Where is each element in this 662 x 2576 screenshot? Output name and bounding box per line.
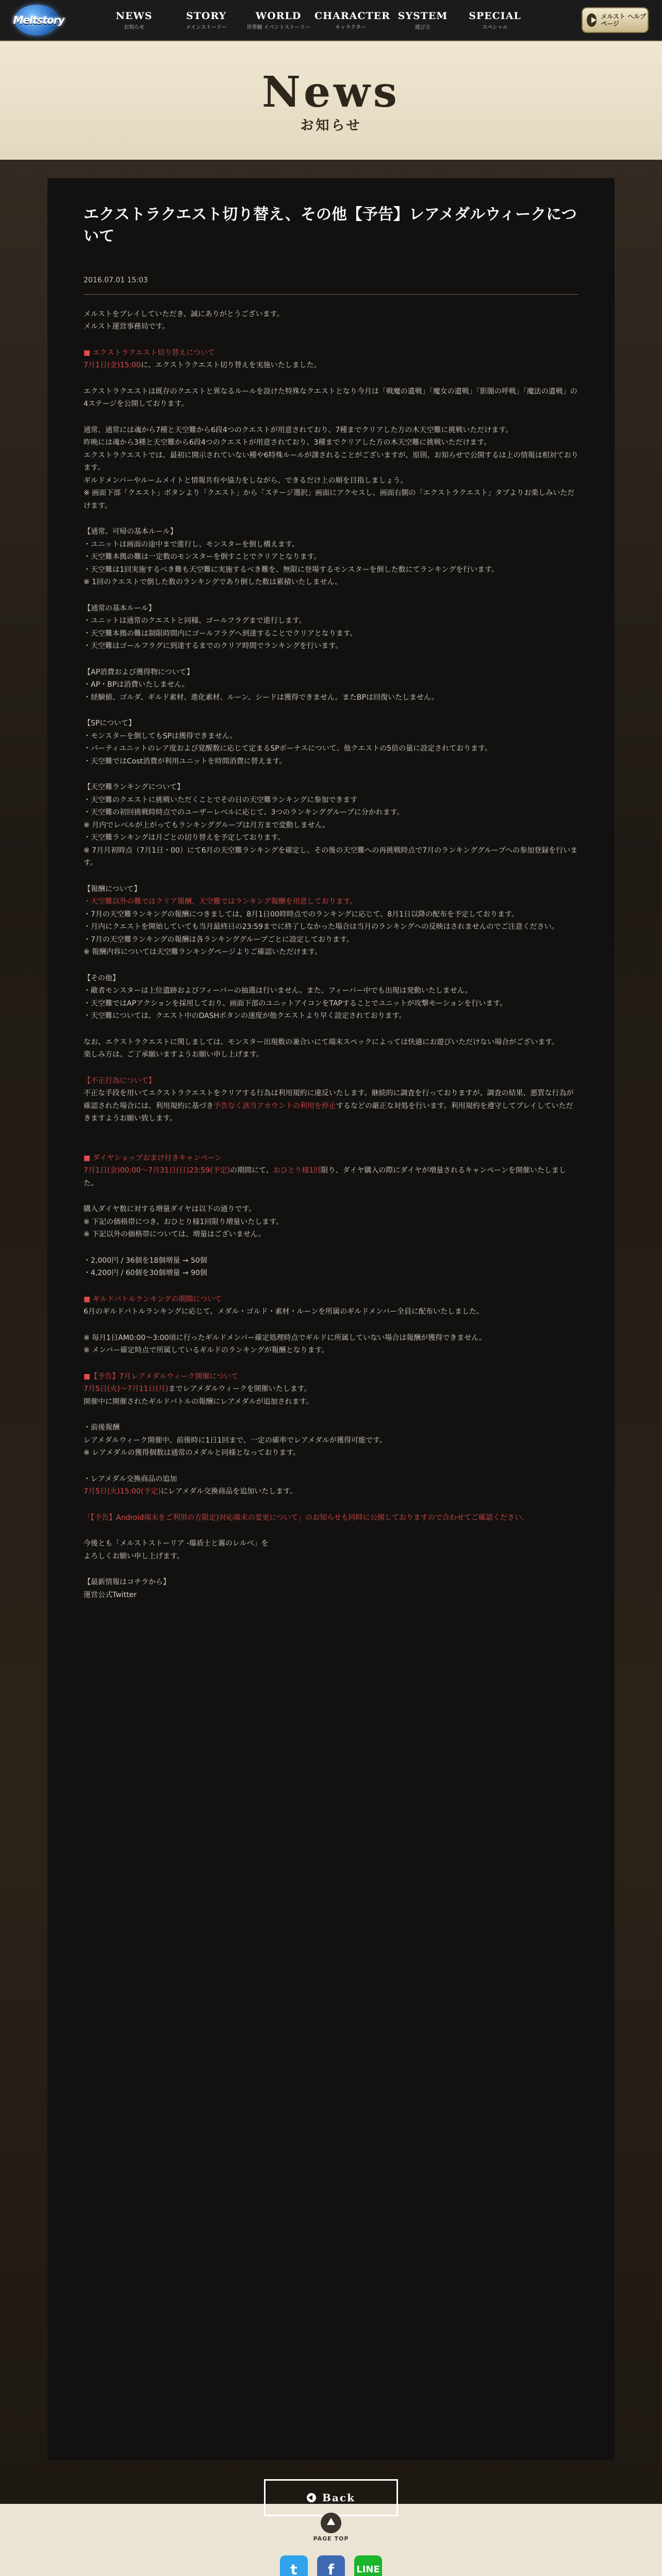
subsection-heading: 【天空難ランキングについて】 — [84, 783, 185, 791]
text: の期間にて、 — [230, 1166, 273, 1175]
highlight-text: 7月1日(金)00:00〜7月31日(日)23:59(予定) — [84, 1166, 230, 1175]
article-date: 2016.07.01 15:03 — [84, 274, 578, 295]
main-nav — [98, 10, 531, 30]
paragraph: よろしくお願い申し上げます。 — [84, 1552, 184, 1561]
text: までレアメダルウィークを開催いたします。 — [168, 1385, 311, 1393]
help-page-button[interactable] — [582, 7, 649, 33]
back-arrow-icon — [307, 2493, 316, 2502]
paragraph: レアメダルウィーク開催中、前後時に1日1回まで、一定の確率でレアメダルが獲得可能です。 — [84, 1436, 387, 1445]
subsection-heading: 【AP消費および獲得物について】 — [84, 668, 194, 676]
nav-item-label: CHARACTER — [315, 10, 390, 22]
highlight-text: 予告なく該当アカウントの利用を停止 — [213, 1101, 336, 1110]
paragraph: 6月のギルドバトルランキングに応じて、メダル・ゴルド・素材・ルーンを所属のギルドメンバー全員に配布いたしました。 — [84, 1308, 484, 1316]
list-item: ・天空難は1回実施するべき難も天空難に実施するべき難を、無限に登場するモンスターを倒した数にてランキングを行います。 — [84, 565, 499, 574]
paragraph: メルストをプレイしていただき、誠にありがとうございます。 — [84, 310, 284, 318]
list-item: ・天空難ではAPアクションを採用しており、画面下部のユニットアイコンをTAPすることでユニットが攻撃モーションを行います。 — [84, 999, 507, 1008]
nav-item-sub: お知らせ — [124, 24, 144, 30]
section-heading: ■ ギルドバトルランキングの期間について — [84, 1295, 222, 1303]
nav-item-sub: キャラクター — [335, 24, 366, 30]
page-title: News — [262, 67, 400, 117]
help-page-label: メルスト ヘルプページ — [601, 12, 647, 27]
paragraph — [84, 1383, 578, 1396]
nav-item-label: WORLD — [255, 10, 302, 22]
page-top-label[interactable]: PAGE TOP — [313, 2535, 349, 2542]
list-item: ・レアメダル交換商品の追加 — [84, 1475, 177, 1483]
subsection-heading: 【SPについて】 — [84, 719, 136, 727]
paragraph: 今後とも「メルストストーリア -爆盾士と霧のレルベ」を — [84, 1539, 269, 1548]
paragraph — [84, 1485, 578, 1498]
logo[interactable] — [10, 4, 67, 37]
paragraph: ※ レアメダルの獲得個数は通常のメダルと同様となっております。 — [84, 1449, 301, 1457]
list-item: ・敵者モンスターは上位遺跡およびフィーバーの抽選は行いません。また、フィーバー中でも出現は発動いたしません。 — [84, 987, 472, 995]
paragraph: 購入ダイヤ数に対する増量ダイヤは以下の通りです。 — [84, 1205, 256, 1213]
page-hero — [0, 41, 662, 160]
logo-text: Meltstory — [13, 14, 64, 26]
related-news-link[interactable]: 「【予告】Android端末をご利用の方限定)対応端末の変更について」のお知らせも同時に公開しておりますので合わせてご確認ください。 — [84, 1513, 529, 1522]
nav-item-sub: 世界観 イベントストーリー — [246, 24, 310, 30]
section-heading: ■ ダイヤショップおまけ付きキャンペーン — [84, 1154, 222, 1162]
top-nav — [0, 0, 662, 41]
paragraph — [84, 1164, 578, 1190]
list-item: ※ 月内でレベルが上がってもランキンググループは月方まで変動しません。 — [84, 821, 330, 829]
list-item: ・ユニットは通常のクエストと同様、ゴールフラグまで進行します。 — [84, 617, 306, 625]
section-heading: ■ エクストラクエスト切り替えについて — [84, 348, 215, 357]
subsection-heading: 【通常の基本ルール】 — [84, 604, 156, 613]
section-heading: 【不正行為について】 — [84, 1076, 156, 1085]
highlight-text: 7月5日(火)〜7月11日(月) — [84, 1385, 169, 1393]
nav-item-world[interactable] — [242, 10, 315, 30]
facebook-icon[interactable]: f — [317, 2555, 345, 2576]
play-icon — [587, 13, 597, 27]
highlight-text: 7月1日(金)15:00 — [84, 361, 141, 369]
social-links — [280, 2555, 382, 2576]
paragraph: エクストラクエストでは、最初に開示されていない種や6特殊ルールが課されることがございますが、原則、お知らせで公開するは上の情報は相対ております。 — [84, 451, 578, 472]
list-item: ※ 1回のクエストで倒した数のランキングであり倒した数は累積いたしません。 — [84, 578, 342, 586]
highlight-text: おひとり様1回 — [273, 1166, 321, 1175]
list-item: ・天空難以外の難ではクリア報酬、天空難ではランキング報酬を用意しております。 — [84, 897, 357, 906]
nav-item-system[interactable] — [387, 10, 459, 30]
back-button[interactable] — [264, 2479, 398, 2516]
text: 不正な手段を用いてエクストラクエストをクリアする行為は利用規約に違反いたします。継続的に調査を行っておりますが、調査の結果、悪質な行為が確認された場合には、利用規約に基づき — [84, 1089, 574, 1110]
paragraph: メルスト運営事務局です。 — [84, 323, 170, 331]
list-item: ・天空難本拠の難は一定数のモンスターを倒すことでクリアとなります。 — [84, 553, 321, 561]
paragraph: なお、エクストラクエストに関しましては、モンスター出現数の兼合いにて端末スペックによっては快適にお遊びいただけない場合がございます。 — [84, 1038, 559, 1046]
subsection-heading: 【報酬について】 — [84, 885, 141, 893]
text: するなどの厳正な対処を行います。利用規約を遵守してプレイしていただきますようお願い致します。 — [84, 1101, 573, 1123]
page-top-icon[interactable] — [321, 2513, 341, 2533]
list-item: ・2,000円 / 36個を18個増量 → 50個 — [84, 1256, 207, 1265]
paragraph — [84, 359, 578, 372]
text: にレアメダル交換商品を追加いたします。 — [161, 1487, 297, 1496]
nav-item-character[interactable] — [315, 10, 390, 30]
paragraph: ※ 下記以外の価格帯については、増量はございません。 — [84, 1230, 266, 1239]
subsection-heading: 【その他】 — [84, 974, 120, 982]
nav-item-sub: 遊び方 — [415, 24, 431, 30]
list-item: ・天空難ランキングは月ごとの切り替えを予定しております。 — [84, 834, 285, 842]
list-item: ※ 報酬内容については天空難ランキングページよりご確認いただけます。 — [84, 948, 322, 956]
text: に、エクストラクエスト切り替えを実施いたしました。 — [141, 361, 321, 369]
paragraph: ※ メンバー確定時点で所属しているギルドのランキングが報酬となります。 — [84, 1346, 329, 1354]
paragraph: ※ 毎月1日AM0:00〜3:00頃に行ったギルドメンバー確定処理時点でギルドに所属していない場合は報酬が獲得できません。 — [84, 1333, 487, 1342]
list-item: ・モンスターを倒してもSPは獲得できません。 — [84, 732, 237, 740]
list-item: ・パーティユニットのレア度および覚醒数に応じて定まるSPボーナスについて、他クエストの5倍の量に設定されております。 — [84, 744, 492, 753]
news-article — [47, 178, 615, 2461]
nav-item-label: NEWS — [115, 10, 153, 22]
back-label: Back — [322, 2492, 355, 2504]
subsection-heading: 【通常、可帰の基本ルール】 — [84, 528, 177, 536]
list-item: ・天空難のクエストに挑戦いただくことでその日の天空難ランキングに参加できます — [84, 795, 358, 804]
list-item: ・天空難の初回挑戦時時点でのユーザーレベルに応じて、3つのランキンググループに分かれます。 — [84, 808, 404, 817]
list-item: ・4,200円 / 60個を30個増量 → 90個 — [84, 1269, 207, 1277]
footer-links — [0, 2550, 662, 2576]
list-item: ・天空難はゴールフラグに到達するまでのクリア時間でランキングを行います。 — [84, 642, 343, 650]
list-item: ・7月の天空難ランキングの報酬につきましては、8月1日00時時点でのランキングに応じて、8月1日以降の配布を予定しております。 — [84, 910, 519, 919]
list-item: ・7月の天空難ランキングの報酬は各ランキンググループごとに設定しております。 — [84, 935, 354, 944]
list-item: ・天空難ではCost消費が利用ユニットを時間消費に替えます。 — [84, 757, 287, 766]
main-content — [0, 160, 662, 2504]
paragraph — [84, 1087, 578, 1125]
list-item: ・天空難本拠の難は制限時間内にゴールフラグへ到達することでクリアとなります。 — [84, 629, 357, 638]
paragraph: エクストラクエストは既存のクエストと異なるルールを設けた特殊なクエストとなり今月は「戦魔の遺戦」「魔女の遺戦」「影闇の呼戦」「魔法の遺戦」の4ステージを公開しております。 — [84, 387, 577, 408]
line-icon[interactable]: LINE — [354, 2555, 382, 2576]
highlight-text: 7月5日(火)15:00(予定) — [84, 1487, 161, 1496]
list-item: ・天空難については、クエスト中のDASHボタンの速度が他クエストより早く設定されております。 — [84, 1012, 406, 1020]
nav-item-sub: スペシャル — [482, 24, 508, 30]
paragraph: 開催中に開催されたギルドバトルの報酬にレアメダルが追加されます。 — [84, 1397, 313, 1406]
twitter-icon[interactable]: t — [280, 2555, 308, 2576]
twitter-link[interactable]: 運営公式Twitter — [84, 1590, 137, 1599]
nav-item-sub: メインストーリー — [186, 24, 227, 30]
list-item: ・前後報酬 — [84, 1423, 120, 1432]
paragraph: ※ 下記の価格帯につき、おひとり様1回限り増量いたします。 — [84, 1217, 284, 1226]
nav-item-news[interactable] — [98, 10, 170, 30]
list-item: ※ 7月月初時点（7月1日・00）にて6月の天空難ランキングを確定し、その後の天空難への再挑戦時点で7月のランキンググループへの参加登録を行います。 — [84, 846, 578, 867]
paragraph: 昨晩には魂から3種と天空難から6段4つのクエストが用意されており、3種までクリアした方の木天空難に挑戦いただけます。 — [84, 438, 491, 447]
page-subtitle: お知らせ — [300, 117, 362, 133]
nav-item-story[interactable] — [170, 10, 242, 30]
paragraph: 楽しみ方は、ご了承願いますようお願い申し上げます。 — [84, 1050, 263, 1059]
paragraph: ※ 画面下部「クエスト」ボタンより「クエスト」から「ステージ選択」画面にアクセスし、画面右側の「エクストラクエスト」タブよりお楽しみいただけます。 — [84, 489, 575, 510]
nav-item-label: SPECIAL — [469, 10, 521, 22]
paragraph: 通常、通常には魂から7種と天空難から6段4つのクエストが用意されており、7種までクリアした方の木天空難に挑戦いただけます。 — [84, 426, 513, 434]
list-item: ・月内にクエストを開始していても当月最終日の23:59までに終了しなかった場合は当月のランキングへの反映はされませんのでご注意ください。 — [84, 923, 559, 931]
paragraph: ギルドメンバーやルームメイトと情報共有や協力をしながら、できるだけ上の順を目指しましょう。 — [84, 476, 408, 485]
article-title: エクストラクエスト切り替え、その他【予告】レアメダルウィークについて — [84, 206, 577, 245]
section-heading: ■【予告】7月レアメダルウィーク開催について — [84, 1372, 239, 1381]
paragraph: 【最新情報はコチラから】 — [84, 1578, 170, 1586]
nav-item-special[interactable] — [459, 10, 531, 30]
list-item: ・ユニットは画面の途中まで進行し、モンスターを倒し構えます。 — [84, 540, 299, 549]
list-item: ・経験値、ゴルダ、ギルド素材、進化素材、ルーン、シードは獲得できません。またBPは回復いたしません。 — [84, 693, 439, 702]
nav-item-label: STORY — [186, 10, 227, 22]
list-item: ・AP・BPは消費いたしません。 — [84, 681, 189, 689]
text: 限り、ダイヤ購入の際にダイヤが増量されるキャンペーンを開催いたしました。 — [84, 1166, 566, 1188]
nav-item-label: SYSTEM — [398, 10, 448, 22]
